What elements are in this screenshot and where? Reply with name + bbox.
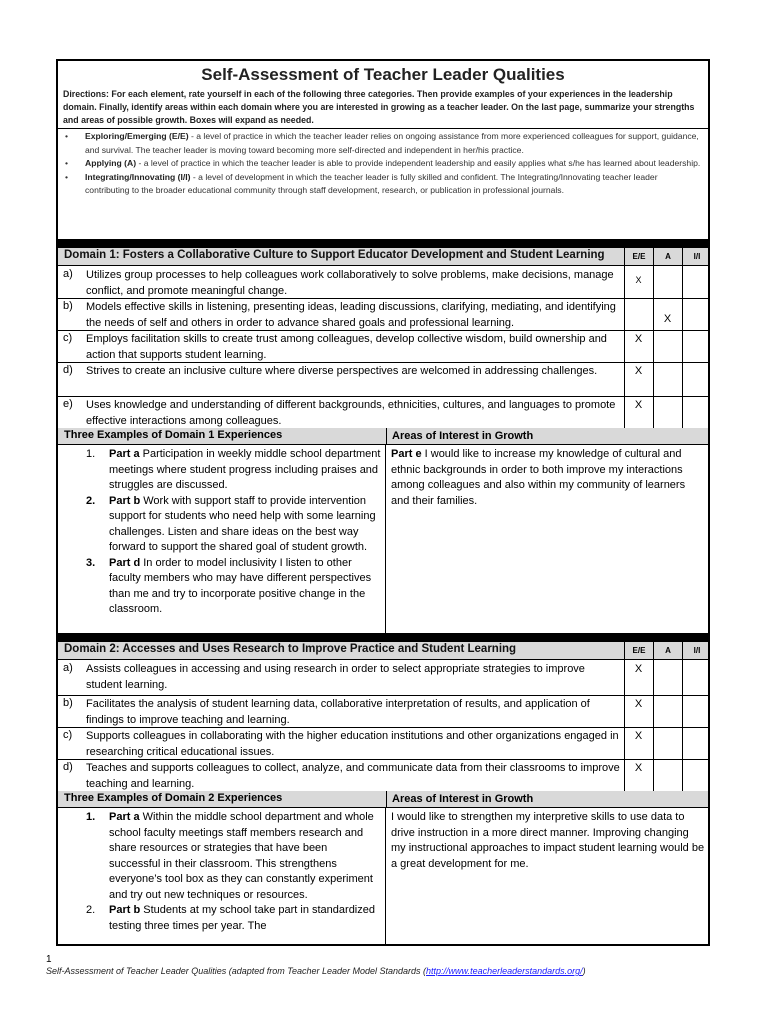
col-ii: I/I [682, 248, 711, 265]
assessment-form [56, 59, 710, 946]
section-bar [58, 633, 708, 642]
divider [58, 128, 708, 129]
col-a: A [653, 248, 682, 265]
rating-ee[interactable] [624, 298, 652, 330]
definitions-list [63, 130, 701, 198]
example-item [83, 903, 381, 934]
row-text: Teaches and supports colleagues to collect, analyze, and communicate data from their classrooms to improve teaching and learning. [86, 762, 620, 790]
row-text: Models effective skills in listening, presenting ideas, leading discussions, clarifying, mediating, and identifying the needs of self and others in order to advance shared goals and professional learning. [86, 301, 616, 329]
rating-a[interactable] [653, 396, 681, 428]
example-item [83, 447, 381, 494]
domain1-row-a [58, 266, 708, 299]
footer-link[interactable]: http://www.teacherleaderstandards.org/ [426, 966, 583, 976]
examples-header: Three Examples of Domain 2 Experiences [64, 792, 283, 804]
example-text: Within the middle school department and whole school faculty meetings staff members research and share resources or strategies that have been successful in their classroom. This strengthens everyone’s tool box as they can constantly experiment and try out new techniques or resources. [109, 811, 374, 901]
rating-ii[interactable] [682, 362, 710, 396]
footer-citation [46, 966, 586, 976]
example-text: Work with support staff to provide intervention support for students who need help with some learning challenges. Listen and share ideas on the best way forward to support the shared goal of student growth. [109, 494, 376, 553]
domain1-examples-header [58, 428, 708, 445]
page-title: Self-Assessment of Teacher Leader Qualities [201, 65, 565, 84]
row-letter: a) [63, 268, 73, 280]
definition-term: Integrating/Innovating (I/I) [85, 171, 191, 182]
col-ee: E/E [624, 642, 653, 659]
domain1-examples-body [58, 445, 708, 633]
row-letter: e) [63, 398, 73, 410]
growth-text: I would like to strengthen my interpretive skills to use data to drive instruction in a more direct manner. Improving changing my instructional approaches to impact student learning would be a great development for me. [391, 811, 705, 870]
rating-ee[interactable]: X [624, 396, 652, 428]
definition-item [63, 130, 701, 157]
row-letter: a) [63, 662, 73, 674]
growth-part: Part e [391, 448, 422, 460]
example-text: Participation in weekly middle school department meetings where student progress including praises and struggles are discussed. [109, 448, 381, 491]
example-number: 3. [86, 556, 96, 569]
domain2-examples-header [58, 791, 708, 808]
example-item [83, 556, 381, 618]
rating-ee[interactable]: X [624, 362, 652, 396]
rating-ii[interactable] [682, 759, 710, 791]
definition-term: Exploring/Emerging (E/E) [85, 131, 189, 141]
row-text: Uses knowledge and understanding of different backgrounds, ethnicities, cultures, and languages to promote effective interactions among colleagues. [86, 399, 616, 427]
row-text: Supports colleagues in collaborating with the higher education institutions and other organizations engaged in researching critical educational issues. [86, 730, 619, 758]
rating-ee[interactable]: X [624, 695, 652, 727]
col-ii: I/I [682, 642, 711, 659]
rating-ii[interactable] [682, 266, 710, 298]
bullet: • [65, 131, 69, 141]
row-text: Facilitates the analysis of student learning data, collaborative interpretation of results, and application of findings to improve teaching and learning. [86, 698, 590, 726]
rating-ii[interactable] [682, 660, 710, 695]
definition-desc: - a level of development in which the teacher leader is fully skilled and confident. The Integrating/Innovating teacher leader contributing to the broader educational community through staff development, research, or publication in professional journals. [85, 171, 658, 195]
examples-list [83, 810, 381, 934]
rating-ii[interactable] [682, 727, 710, 759]
definition-term: Applying (A) [85, 158, 137, 168]
example-number: 1. [86, 448, 96, 460]
page-number: 1 [46, 954, 52, 965]
examples-cell[interactable] [58, 808, 386, 944]
example-text: Students at my school take part in standardized testing three times per year. The [109, 904, 375, 932]
row-letter: b) [63, 697, 73, 709]
domain2-row-d [58, 759, 708, 792]
rating-ii[interactable] [682, 298, 710, 330]
growth-header: Areas of Interest in Growth [386, 428, 533, 444]
row-letter: b) [63, 300, 73, 312]
domain2-title: Domain 2: Accesses and Uses Research to Improve Practice and Student Learning [64, 643, 517, 655]
definition-desc: - a level of practice in which the teacher leader is able to provide independent leadership and easily applies what s/he has learned about leadership. [136, 158, 701, 168]
rating-a[interactable] [653, 759, 681, 791]
bullet: • [65, 171, 69, 182]
row-text: Employs facilitation skills to create trust among colleagues, develop collective wisdom, build ownership and action that supports student learning. [86, 333, 607, 361]
definition-item [63, 171, 701, 198]
rating-a[interactable] [653, 695, 681, 727]
example-part: Part b [109, 904, 141, 916]
col-ee: E/E [624, 248, 653, 265]
examples-header: Three Examples of Domain 1 Experiences [64, 429, 283, 441]
rating-a[interactable] [653, 266, 681, 298]
row-text: Utilizes group processes to help colleagues work collaboratively to solve problems, make decisions, manage conflict, and promote meaningful change. [86, 269, 614, 297]
example-part: Part a [109, 448, 140, 460]
example-number: 2. [86, 904, 96, 916]
rating-a[interactable] [653, 727, 681, 759]
example-number: 2. [86, 494, 96, 507]
definition-item [63, 157, 701, 171]
footer-text: Self-Assessment of Teacher Leader Qualities (adapted from Teacher Leader Model Standards ( [46, 966, 427, 976]
rating-a[interactable]: X [653, 298, 681, 330]
row-letter: d) [63, 364, 73, 376]
domain1-row-e [58, 396, 708, 429]
rating-ee[interactable]: X [624, 330, 652, 362]
domain2-row-a [58, 660, 708, 696]
row-text: Strives to create an inclusive culture where diverse perspectives are welcomed in addressing challenges. [86, 365, 598, 377]
bullet: • [65, 158, 69, 168]
example-item [83, 494, 381, 556]
rating-ii[interactable] [682, 396, 710, 428]
col-a: A [653, 642, 682, 659]
domain1-header [58, 248, 708, 266]
example-part: Part d [109, 556, 141, 569]
definition-desc: - a level of practice in which the teacher leader relies on ongoing assistance from more experienced colleagues for support, guidance, and survival. The teacher leader is moving toward becoming more self-directed and independent in her/his practice. [85, 131, 699, 155]
example-item [83, 810, 381, 903]
row-letter: c) [63, 332, 73, 344]
domain1-row-d [58, 362, 708, 397]
footer-close: ) [582, 966, 586, 976]
growth-header: Areas of Interest in Growth [386, 791, 533, 807]
examples-list [83, 447, 381, 618]
section-bar [58, 239, 708, 248]
domain1-row-c [58, 330, 708, 363]
growth-cell[interactable] [391, 447, 705, 509]
example-part: Part b [109, 494, 141, 507]
domain2-row-b [58, 695, 708, 728]
growth-cell[interactable] [391, 810, 705, 872]
rating-ii[interactable] [682, 695, 710, 727]
row-text: Assists colleagues in accessing and using research in order to select appropriate strategies to improve student learning. [86, 663, 585, 691]
domain2-examples-body [58, 808, 708, 944]
row-letter: d) [63, 761, 73, 773]
rating-ee[interactable]: X [624, 266, 652, 298]
rating-ee[interactable]: X [624, 759, 652, 791]
domain2-row-c [58, 727, 708, 760]
rating-a[interactable] [653, 362, 681, 396]
rating-a[interactable] [653, 660, 681, 695]
domain1-row-b [58, 298, 708, 331]
example-part: Part a [109, 811, 140, 823]
growth-text: I would like to increase my knowledge of cultural and ethnic backgrounds in order to both improve my interactions among colleagues and also within my community of learners and their families. [391, 448, 686, 507]
rating-a[interactable] [653, 330, 681, 362]
domain1-title: Domain 1: Fosters a Collaborative Culture to Support Educator Development and Student Learning [64, 249, 605, 261]
example-number: 1. [86, 811, 96, 823]
example-text: In order to model inclusivity I listen to other faculty members who may have different perspectives than me and try to incorporate positive change in the classroom. [109, 556, 372, 615]
domain2-header [58, 642, 708, 660]
directions-text: Directions: For each element, rate yourself in each of the following three categories. Then provide examples of your experiences in the leadership domain. Finally, identify areas within each domain where you are interested in growing as a teacher leader. On the last page, summarize your strengths and areas of possible growth. Boxes will expand as needed. [63, 89, 695, 125]
rating-ee[interactable]: X [624, 727, 652, 759]
row-letter: c) [63, 729, 73, 741]
examples-cell[interactable] [58, 445, 386, 633]
rating-ee[interactable]: X [624, 660, 652, 695]
rating-ii[interactable] [682, 330, 710, 362]
